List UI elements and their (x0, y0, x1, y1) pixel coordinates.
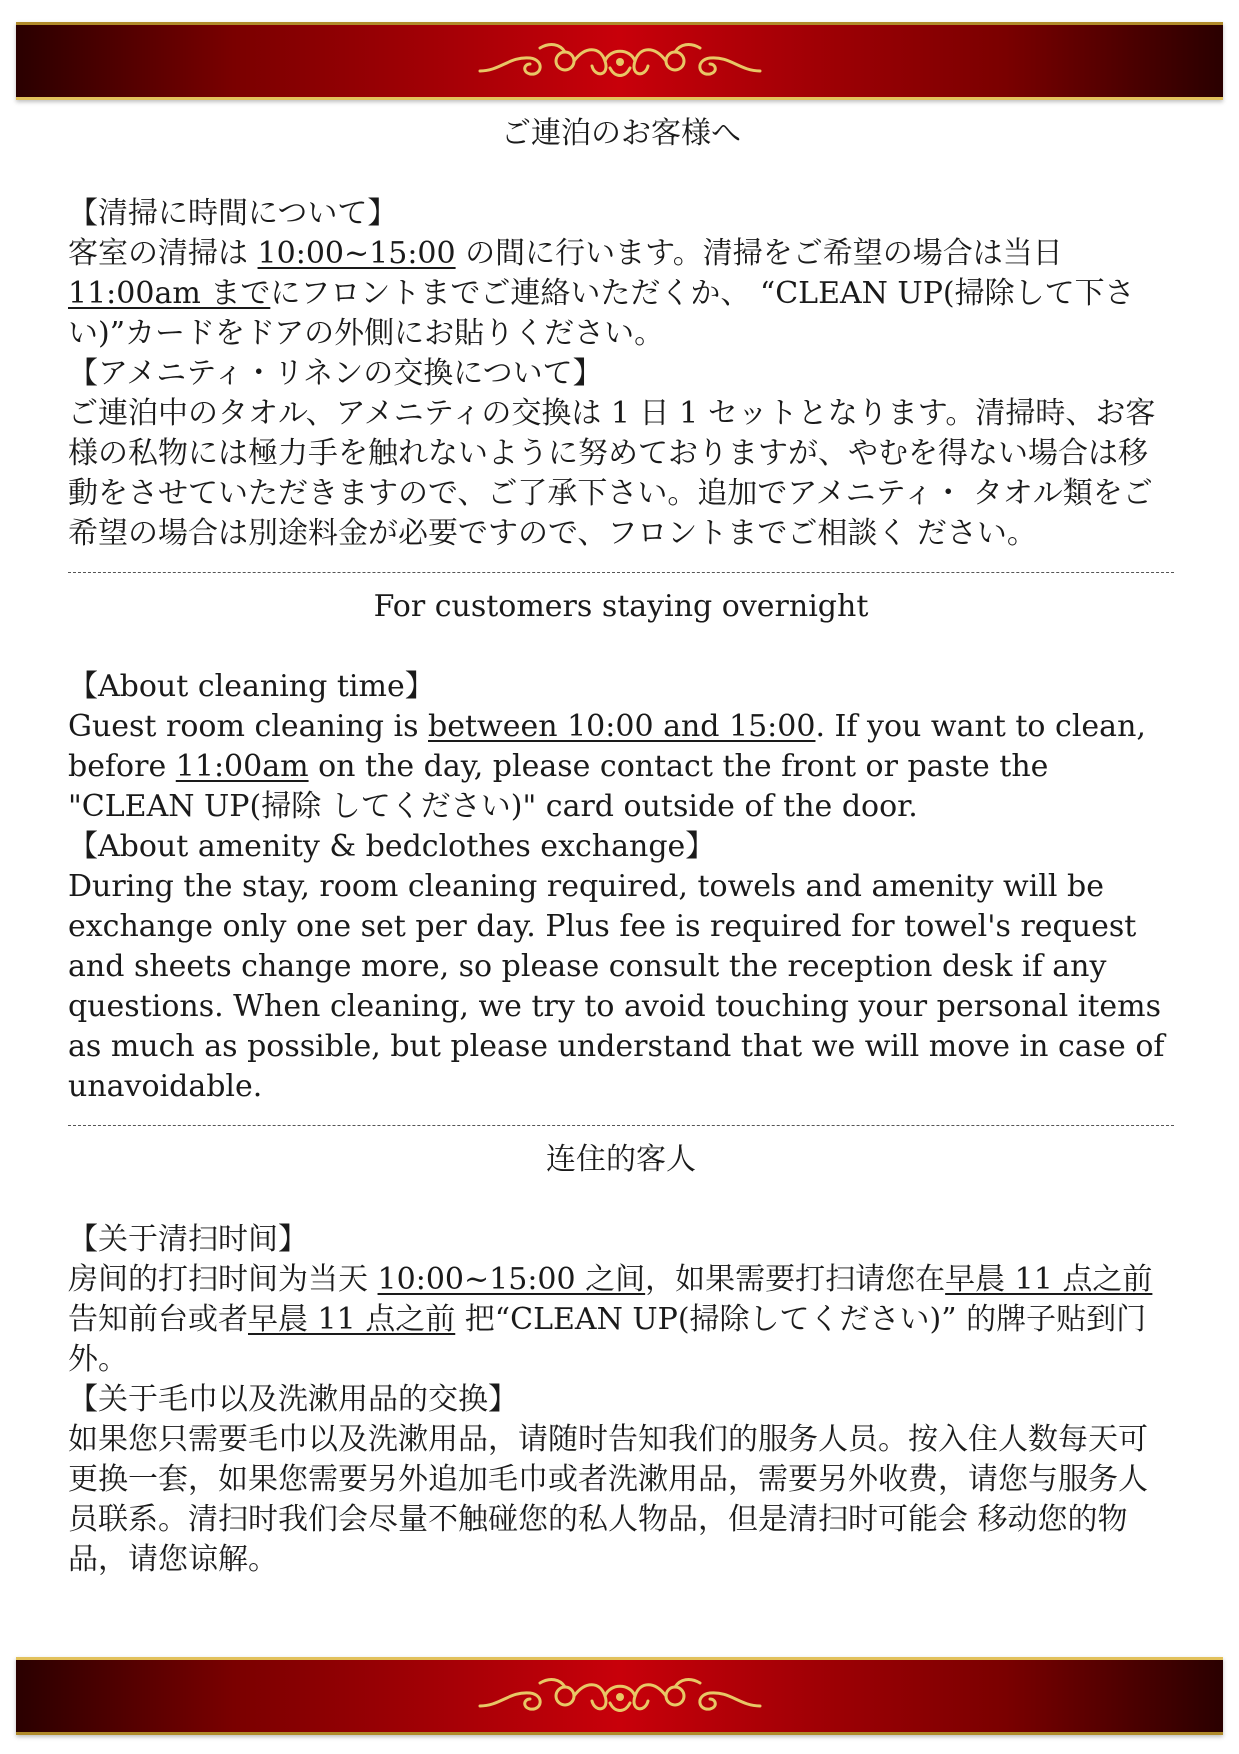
gold-scroll-ornament-icon (470, 1671, 770, 1721)
chinese-section (68, 1140, 1174, 1580)
chinese-title: 连住的客人 (546, 1142, 696, 1177)
japanese-title: ご連泊のお客様へ (501, 116, 741, 151)
japanese-amenity-text: ご連泊中のタオル、アメニティの交換は 1 日 1 セットとなります。清掃時、お客様の私物には極力手を触れないように努めておりますが、やむを得ない場合は移動をさせていただきますので、ご了承下さい。追加でアメニティ・ タオル類をご希望の場合は別途料金が必要ですので、フロントまでご相談く ださい。 (68, 396, 1156, 551)
japanese-cleaning-text-part1: 客室の清掃は (68, 236, 258, 271)
gold-scroll-ornament-icon (470, 36, 770, 86)
chinese-amenity-heading: 【关于毛巾以及洗漱用品的交换】 (68, 1382, 518, 1417)
chinese-cleaning-deadline-2: 早晨 11 点之前 (248, 1302, 456, 1337)
english-cleaning-time: between 10:00 and 15:00 (428, 709, 816, 744)
chinese-cleaning-text (68, 1260, 1174, 1380)
section-divider (68, 1125, 1174, 1126)
bottom-banner (16, 1657, 1223, 1735)
japanese-cleaning-text-part2: の間に行います。清掃をご希望の場合は当日 (455, 236, 1063, 271)
english-cleaning-heading: 【About cleaning time】 (68, 669, 435, 704)
english-section (68, 587, 1174, 1107)
section-divider (68, 572, 1174, 573)
japanese-cleaning-time: 10:00~15:00 (257, 236, 456, 271)
japanese-cleaning-text (68, 234, 1174, 354)
chinese-cleaning-text-part1: 房间的打扫时间为当天 (68, 1262, 378, 1297)
chinese-cleaning-text-part3: 告知前台或者 (68, 1302, 248, 1337)
chinese-cleaning-text-part4: 把“CLEAN UP(掃除してください)” 的牌子贴到门外。 (68, 1302, 1147, 1377)
chinese-amenity-text: 如果您只需要毛巾以及洗漱用品，请随时告知我们的服务人员。按入住人数每天可更换一套，如果您需要另外追加毛巾或者洗漱用品，需要另外收费，请您与服务人员联系。清扫时我们会尽量不触碰您的私人物品，但是清扫时可能会 移动您的物品，请您谅解。 (68, 1422, 1148, 1577)
chinese-cleaning-text-part2: ，如果需要打扫请您在 (645, 1262, 946, 1297)
japanese-cleaning-text-part3: にフロントまでご連絡いただくか、 “CLEAN UP(掃除して下さ い)”カードをドアの外側にお貼りください。 (68, 276, 1135, 351)
english-amenity-text: During the stay, room cleaning required, towels and amenity will be exchange only one set per day. Plus fee is required for towel's request and sheets change more, so please consult the reception desk if any questions. When cleaning, we try to avoid touching your personal items as much as possible, but please understand that we will move in case of unavoidable. (68, 869, 1165, 1104)
english-amenity-heading: 【About amenity & bedclothes exchange】 (68, 829, 716, 864)
japanese-cleaning-heading: 【清掃に時間について】 (68, 196, 398, 231)
chinese-cleaning-heading: 【关于清扫时间】 (68, 1222, 308, 1257)
notice-content (68, 114, 1174, 1580)
japanese-section (68, 114, 1174, 554)
chinese-cleaning-deadline-1: 早晨 11 点之前 (945, 1262, 1153, 1297)
english-cleaning-deadline: 11:00am (175, 749, 309, 784)
english-cleaning-text-part1: Guest room cleaning is (68, 709, 429, 744)
english-title: For customers staying overnight (373, 589, 869, 624)
english-cleaning-text-part2: . If you want to clean, before (68, 709, 1146, 784)
chinese-cleaning-time: 10:00~15:00 之间 (377, 1262, 646, 1297)
japanese-amenity-heading: 【アメニティ・リネンの交換について】 (68, 356, 603, 391)
english-cleaning-text-part3: on the day, please contact the front or paste the "CLEAN UP(掃除 してください)" card outside of the door. (68, 749, 1049, 824)
japanese-cleaning-deadline: 11:00am まで (68, 276, 271, 311)
english-cleaning-text (68, 707, 1174, 827)
top-banner (16, 22, 1223, 100)
